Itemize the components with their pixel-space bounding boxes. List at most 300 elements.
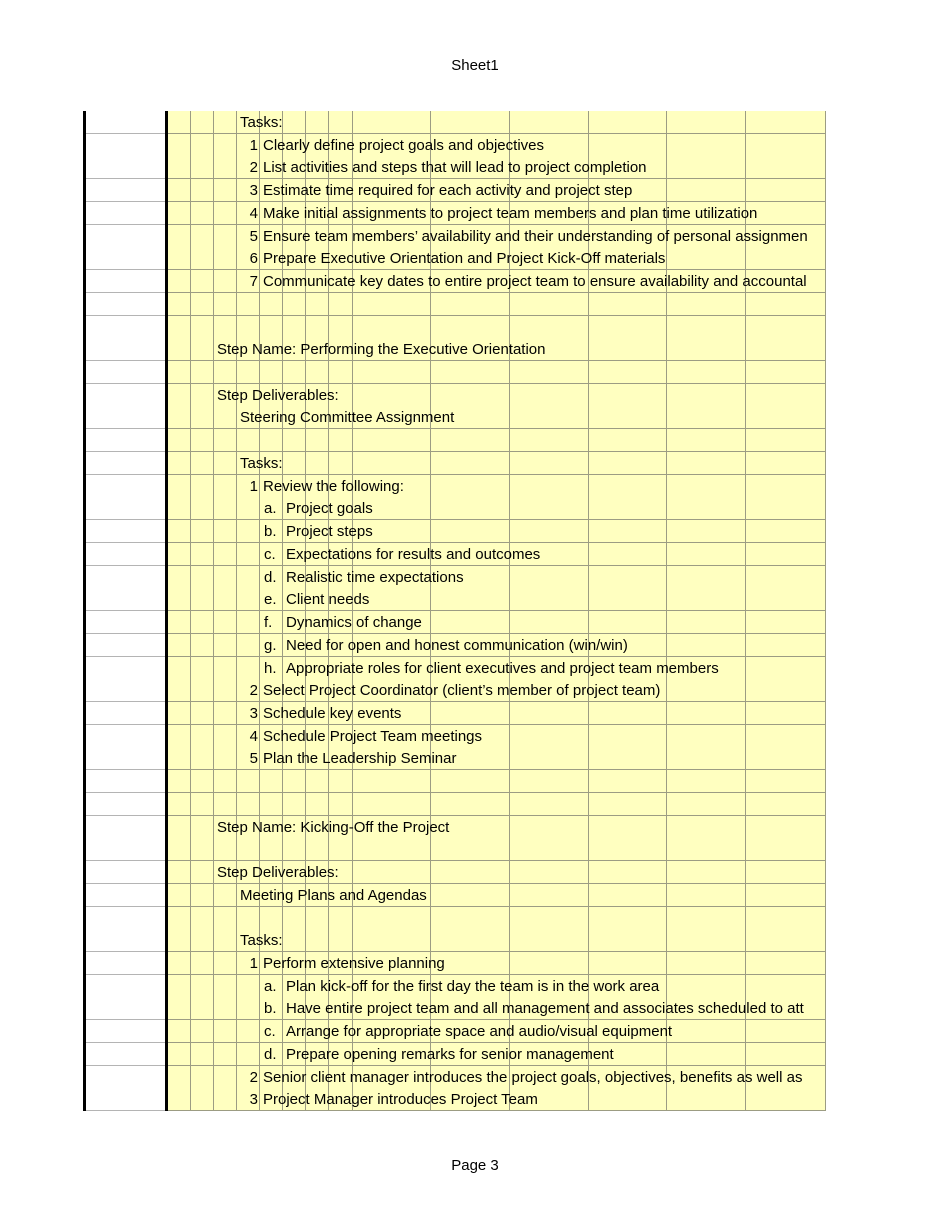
- grid-cell[interactable]: [84, 156, 167, 179]
- grid-cell[interactable]: [329, 316, 353, 339]
- grid-cell[interactable]: [167, 361, 191, 384]
- grid-cell[interactable]: [84, 475, 167, 498]
- grid-cell[interactable]: [167, 838, 191, 861]
- grid-cell[interactable]: [746, 293, 826, 316]
- grid-cell[interactable]: [84, 1020, 167, 1043]
- grid-cell[interactable]: [214, 657, 237, 680]
- grid-cell[interactable]: [84, 588, 167, 611]
- grid-cell[interactable]: [191, 747, 214, 770]
- grid-cell[interactable]: [191, 611, 214, 634]
- grid-cell[interactable]: [84, 975, 167, 998]
- grid-cell[interactable]: [746, 429, 826, 452]
- subtask-letter: e.: [264, 591, 277, 609]
- grid-cell[interactable]: [84, 952, 167, 975]
- grid-cell[interactable]: [167, 384, 191, 407]
- grid-cell[interactable]: [84, 1066, 167, 1089]
- grid-cell[interactable]: [306, 316, 329, 339]
- grid-cell[interactable]: [214, 543, 237, 566]
- grid-cell[interactable]: [237, 588, 260, 611]
- subtask-letter: a.: [264, 977, 277, 995]
- grid-cell[interactable]: [191, 588, 214, 611]
- grid-cell[interactable]: [667, 838, 746, 861]
- grid-cell[interactable]: [191, 884, 214, 907]
- grid-cell[interactable]: [84, 293, 167, 316]
- row-label: Tasks:: [240, 114, 283, 131]
- grid-cell[interactable]: [237, 1043, 260, 1066]
- grid-cell[interactable]: [167, 588, 191, 611]
- grid-cell[interactable]: [167, 884, 191, 907]
- grid-cell[interactable]: [431, 361, 510, 384]
- grid-cell[interactable]: [214, 702, 237, 725]
- grid-cell[interactable]: [191, 1088, 214, 1111]
- grid-cell[interactable]: [167, 247, 191, 270]
- grid-cell[interactable]: [431, 429, 510, 452]
- grid-cell[interactable]: [283, 907, 306, 930]
- grid-cell[interactable]: [191, 134, 214, 157]
- grid-cell[interactable]: [167, 520, 191, 543]
- grid-cell[interactable]: [84, 747, 167, 770]
- grid-cell[interactable]: [510, 429, 589, 452]
- grid-cell[interactable]: [84, 384, 167, 407]
- task-text: Schedule Project Team meetings: [263, 727, 483, 745]
- grid-cell[interactable]: [167, 679, 191, 702]
- grid-cell[interactable]: [237, 543, 260, 566]
- grid-cell[interactable]: [167, 134, 191, 157]
- grid-cell[interactable]: [589, 838, 667, 861]
- grid-cell[interactable]: [191, 202, 214, 225]
- grid-cell[interactable]: [214, 111, 237, 134]
- grid-cell[interactable]: [167, 338, 191, 361]
- grid-cell[interactable]: [214, 566, 237, 589]
- grid-cell[interactable]: [237, 611, 260, 634]
- grid-cell[interactable]: [191, 361, 214, 384]
- grid-cell[interactable]: [260, 293, 283, 316]
- grid-cell[interactable]: [510, 838, 589, 861]
- grid-cell[interactable]: [431, 907, 510, 930]
- grid-cell[interactable]: [431, 770, 510, 793]
- grid-cell[interactable]: [191, 497, 214, 520]
- grid-cell[interactable]: [667, 429, 746, 452]
- table-row: [84, 588, 826, 611]
- grid-cell[interactable]: [167, 316, 191, 339]
- grid-cell[interactable]: [214, 406, 237, 429]
- grid-cell[interactable]: [214, 1043, 237, 1066]
- grid-cell[interactable]: [214, 134, 237, 157]
- grid-cell[interactable]: [84, 361, 167, 384]
- grid-cell[interactable]: [84, 1088, 167, 1111]
- grid-cell[interactable]: [329, 838, 353, 861]
- grid-cell[interactable]: [283, 361, 306, 384]
- grid-cell[interactable]: [84, 338, 167, 361]
- task-text: Select Project Coordinator (client’s member of project team): [263, 682, 661, 700]
- grid-cell[interactable]: [167, 747, 191, 770]
- grid-cell[interactable]: [214, 952, 237, 975]
- grid-cell[interactable]: [84, 497, 167, 520]
- grid-cell[interactable]: [167, 179, 191, 202]
- grid-cell[interactable]: [167, 952, 191, 975]
- grid-cell[interactable]: [353, 316, 431, 339]
- task-text: Clearly define project goals and objectives: [263, 136, 544, 154]
- grid-cell[interactable]: [214, 679, 237, 702]
- grid-cell[interactable]: [237, 1020, 260, 1043]
- grid-cell[interactable]: [214, 270, 237, 293]
- subtask-text: Have entire project team and all management and associates scheduled to att: [286, 1000, 804, 1018]
- grid-cell[interactable]: [214, 1020, 237, 1043]
- grid-cell[interactable]: [214, 634, 237, 657]
- grid-cell[interactable]: [746, 770, 826, 793]
- grid-cell[interactable]: [214, 1088, 237, 1111]
- grid-cell[interactable]: [237, 793, 260, 816]
- grid-cell[interactable]: [237, 907, 260, 930]
- grid-cell[interactable]: [329, 907, 353, 930]
- grid-cell[interactable]: [167, 725, 191, 748]
- grid-cell[interactable]: [260, 770, 283, 793]
- grid-cell[interactable]: [589, 361, 667, 384]
- grid-cell[interactable]: [191, 270, 214, 293]
- grid-cell[interactable]: [214, 429, 237, 452]
- grid-cell[interactable]: [191, 384, 214, 407]
- grid-cell[interactable]: [84, 247, 167, 270]
- grid-cell[interactable]: [214, 588, 237, 611]
- table-row: [84, 747, 826, 770]
- task-text: Senior client manager introduces the project goals, objectives, benefits as well as: [263, 1068, 803, 1086]
- grid-cell[interactable]: [589, 293, 667, 316]
- grid-cell[interactable]: [167, 929, 191, 952]
- grid-cell[interactable]: [237, 634, 260, 657]
- grid-cell[interactable]: [214, 747, 237, 770]
- grid-cell[interactable]: [353, 793, 431, 816]
- grid-cell[interactable]: [84, 316, 167, 339]
- grid-cell[interactable]: [84, 634, 167, 657]
- grid-cell[interactable]: [214, 884, 237, 907]
- grid-cell[interactable]: [84, 225, 167, 248]
- grid-cell[interactable]: [746, 907, 826, 930]
- grid-cell[interactable]: [283, 770, 306, 793]
- grid-cell[interactable]: [214, 1066, 237, 1089]
- grid-cell[interactable]: [306, 793, 329, 816]
- grid-cell[interactable]: [353, 429, 431, 452]
- grid-cell[interactable]: [191, 679, 214, 702]
- grid-cell[interactable]: [214, 520, 237, 543]
- grid-cell[interactable]: [167, 657, 191, 680]
- grid-cell[interactable]: [191, 1043, 214, 1066]
- grid-cell[interactable]: [746, 361, 826, 384]
- grid-cell[interactable]: [237, 361, 260, 384]
- subtask-letter: d.: [264, 568, 277, 586]
- grid-cell[interactable]: [260, 793, 283, 816]
- grid-cell[interactable]: [167, 793, 191, 816]
- grid-cell[interactable]: [431, 793, 510, 816]
- grid-cell[interactable]: [84, 816, 167, 839]
- grid-cell[interactable]: [84, 702, 167, 725]
- grid-cell[interactable]: [84, 1043, 167, 1066]
- grid-cell[interactable]: [84, 793, 167, 816]
- grid-cell[interactable]: [214, 247, 237, 270]
- grid-cell[interactable]: [353, 293, 431, 316]
- grid-cell[interactable]: [84, 838, 167, 861]
- subtask-text: Project goals: [286, 500, 373, 518]
- grid-cell[interactable]: [214, 907, 237, 930]
- grid-cell[interactable]: [191, 929, 214, 952]
- grid-cell[interactable]: [214, 725, 237, 748]
- grid-cell[interactable]: [191, 952, 214, 975]
- grid-cell[interactable]: [191, 907, 214, 930]
- grid-cell[interactable]: [589, 770, 667, 793]
- grid-cell[interactable]: [167, 566, 191, 589]
- grid-cell[interactable]: [510, 770, 589, 793]
- grid-cell[interactable]: [191, 429, 214, 452]
- grid-cell[interactable]: [191, 1020, 214, 1043]
- grid-cell[interactable]: [191, 566, 214, 589]
- grid-cell[interactable]: [214, 202, 237, 225]
- subtask-letter: h.: [264, 659, 277, 677]
- grid-cell[interactable]: [167, 816, 191, 839]
- grid-cell[interactable]: [283, 429, 306, 452]
- grid-cell[interactable]: [84, 406, 167, 429]
- grid-cell[interactable]: [667, 770, 746, 793]
- grid-cell[interactable]: [84, 679, 167, 702]
- grid-cell[interactable]: [167, 770, 191, 793]
- grid-cell[interactable]: [84, 270, 167, 293]
- grid-cell[interactable]: [84, 452, 167, 475]
- grid-cell[interactable]: [191, 543, 214, 566]
- grid-cell[interactable]: [237, 997, 260, 1020]
- grid-cell[interactable]: [353, 907, 431, 930]
- grid-cell[interactable]: [329, 770, 353, 793]
- grid-cell[interactable]: [84, 566, 167, 589]
- grid-cell[interactable]: [191, 338, 214, 361]
- grid-cell[interactable]: [353, 361, 431, 384]
- grid-cell[interactable]: [214, 179, 237, 202]
- grid-cell[interactable]: [431, 838, 510, 861]
- grid-cell[interactable]: [191, 657, 214, 680]
- grid-cell[interactable]: [191, 861, 214, 884]
- grid-cell[interactable]: [214, 770, 237, 793]
- grid-cell[interactable]: [283, 793, 306, 816]
- grid-cell[interactable]: [214, 497, 237, 520]
- grid-cell[interactable]: [237, 293, 260, 316]
- grid-cell[interactable]: [237, 566, 260, 589]
- grid-cell[interactable]: [237, 497, 260, 520]
- table-row: [84, 361, 826, 384]
- subtask-letter: a.: [264, 500, 277, 518]
- grid-cell[interactable]: [746, 838, 826, 861]
- grid-cell[interactable]: [431, 293, 510, 316]
- grid-cell[interactable]: [260, 907, 283, 930]
- task-number: 3: [249, 1091, 258, 1109]
- grid-cell[interactable]: [237, 838, 260, 861]
- grid-cell[interactable]: [167, 975, 191, 998]
- grid-cell[interactable]: [306, 907, 329, 930]
- grid-cell[interactable]: [167, 111, 191, 134]
- grid-cell[interactable]: [510, 361, 589, 384]
- grid-cell[interactable]: [191, 1066, 214, 1089]
- grid-cell[interactable]: [167, 1043, 191, 1066]
- grid-cell[interactable]: [214, 975, 237, 998]
- grid-cell[interactable]: [84, 429, 167, 452]
- grid-cell[interactable]: [84, 884, 167, 907]
- grid-cell[interactable]: [329, 429, 353, 452]
- grid-cell[interactable]: [214, 793, 237, 816]
- grid-cell[interactable]: [191, 838, 214, 861]
- grid-cell[interactable]: [237, 770, 260, 793]
- grid-cell[interactable]: [191, 156, 214, 179]
- table-row: [84, 907, 826, 930]
- grid-cell[interactable]: [510, 316, 589, 339]
- grid-cell[interactable]: [191, 475, 214, 498]
- grid-cell[interactable]: [167, 475, 191, 498]
- table-row: [84, 179, 826, 202]
- grid-cell[interactable]: [167, 406, 191, 429]
- grid-cell[interactable]: [237, 657, 260, 680]
- grid-cell[interactable]: [167, 270, 191, 293]
- grid-cell[interactable]: [214, 316, 237, 339]
- grid-cell[interactable]: [329, 793, 353, 816]
- subtask-text: Need for open and honest communication (win/win): [286, 636, 628, 654]
- grid-cell[interactable]: [84, 770, 167, 793]
- grid-cell[interactable]: [191, 997, 214, 1020]
- grid-cell[interactable]: [214, 838, 237, 861]
- grid-cell[interactable]: [283, 293, 306, 316]
- grid-cell[interactable]: [667, 793, 746, 816]
- grid-cell[interactable]: [214, 611, 237, 634]
- grid-cell[interactable]: [191, 179, 214, 202]
- grid-cell[interactable]: [191, 975, 214, 998]
- grid-cell[interactable]: [191, 316, 214, 339]
- grid-cell[interactable]: [167, 1020, 191, 1043]
- grid-cell[interactable]: [167, 497, 191, 520]
- grid-cell[interactable]: [167, 429, 191, 452]
- grid-cell[interactable]: [167, 611, 191, 634]
- grid-cell[interactable]: [214, 452, 237, 475]
- grid-cell[interactable]: [667, 293, 746, 316]
- grid-cell[interactable]: [306, 429, 329, 452]
- grid-cell[interactable]: [84, 657, 167, 680]
- grid-cell[interactable]: [191, 770, 214, 793]
- grid-cell[interactable]: [84, 907, 167, 930]
- grid-cell[interactable]: [191, 225, 214, 248]
- grid-cell[interactable]: [329, 293, 353, 316]
- grid-cell[interactable]: [191, 406, 214, 429]
- grid-cell[interactable]: [260, 361, 283, 384]
- subtask-text: Expectations for results and outcomes: [286, 545, 541, 563]
- subtask-letter: b.: [264, 1000, 277, 1018]
- grid-cell[interactable]: [237, 316, 260, 339]
- grid-cell[interactable]: [191, 816, 214, 839]
- grid-cell[interactable]: [191, 452, 214, 475]
- grid-cell[interactable]: [353, 770, 431, 793]
- grid-cell[interactable]: [329, 361, 353, 384]
- grid-cell[interactable]: [214, 156, 237, 179]
- grid-cell[interactable]: [214, 475, 237, 498]
- grid-cell[interactable]: [283, 316, 306, 339]
- task-number: 2: [249, 159, 258, 177]
- grid-cell[interactable]: [589, 907, 667, 930]
- grid-cell[interactable]: [84, 725, 167, 748]
- grid-cell[interactable]: [214, 361, 237, 384]
- grid-cell[interactable]: [167, 225, 191, 248]
- grid-cell[interactable]: [214, 293, 237, 316]
- grid-cell[interactable]: [167, 861, 191, 884]
- grid-cell[interactable]: [84, 861, 167, 884]
- grid-cell[interactable]: [306, 838, 329, 861]
- grid-cell[interactable]: [84, 611, 167, 634]
- grid-cell[interactable]: [306, 293, 329, 316]
- grid-cell[interactable]: [167, 293, 191, 316]
- table-row: [84, 611, 826, 634]
- grid-cell[interactable]: [167, 997, 191, 1020]
- table-row: [84, 679, 826, 702]
- grid-cell[interactable]: [84, 520, 167, 543]
- grid-cell[interactable]: [667, 316, 746, 339]
- grid-cell[interactable]: [260, 429, 283, 452]
- grid-cell[interactable]: [191, 520, 214, 543]
- grid-cell[interactable]: [589, 793, 667, 816]
- grid-cell[interactable]: [191, 247, 214, 270]
- grid-cell[interactable]: [84, 134, 167, 157]
- grid-cell[interactable]: [167, 1066, 191, 1089]
- grid-cell[interactable]: [191, 702, 214, 725]
- grid-cell[interactable]: [237, 429, 260, 452]
- grid-cell[interactable]: [283, 838, 306, 861]
- table-row: [84, 270, 826, 293]
- subtask-letter: g.: [264, 636, 277, 654]
- grid-cell[interactable]: [167, 702, 191, 725]
- grid-cell[interactable]: [306, 770, 329, 793]
- grid-cell[interactable]: [746, 316, 826, 339]
- grid-cell[interactable]: [510, 793, 589, 816]
- grid-cell[interactable]: [746, 793, 826, 816]
- grid-cell[interactable]: [589, 316, 667, 339]
- grid-cell[interactable]: [589, 429, 667, 452]
- grid-cell[interactable]: [260, 316, 283, 339]
- grid-cell[interactable]: [167, 543, 191, 566]
- spreadsheet-grid: [84, 111, 826, 1111]
- grid-cell[interactable]: [84, 202, 167, 225]
- grid-cell[interactable]: [214, 997, 237, 1020]
- grid-cell[interactable]: [191, 725, 214, 748]
- grid-cell[interactable]: [167, 634, 191, 657]
- grid-cell[interactable]: [84, 997, 167, 1020]
- grid-cell[interactable]: [431, 316, 510, 339]
- grid-cell[interactable]: [214, 225, 237, 248]
- grid-cell[interactable]: [191, 634, 214, 657]
- grid-cell[interactable]: [260, 838, 283, 861]
- grid-cell[interactable]: [191, 793, 214, 816]
- grid-cell[interactable]: [84, 543, 167, 566]
- grid-cell[interactable]: [84, 111, 167, 134]
- grid-cell[interactable]: [167, 452, 191, 475]
- grid-cell[interactable]: [237, 975, 260, 998]
- grid-cell[interactable]: [167, 202, 191, 225]
- grid-cell[interactable]: [214, 929, 237, 952]
- grid-cell[interactable]: [167, 1088, 191, 1111]
- grid-cell[interactable]: [667, 361, 746, 384]
- grid-cell[interactable]: [353, 838, 431, 861]
- table-row: [84, 725, 826, 748]
- grid-cell[interactable]: [191, 293, 214, 316]
- grid-cell[interactable]: [237, 520, 260, 543]
- grid-cell[interactable]: [167, 907, 191, 930]
- grid-cell[interactable]: [306, 361, 329, 384]
- grid-cell[interactable]: [667, 907, 746, 930]
- grid-cell[interactable]: [191, 111, 214, 134]
- grid-cell[interactable]: [167, 156, 191, 179]
- grid-cell[interactable]: [510, 293, 589, 316]
- grid-cell[interactable]: [84, 929, 167, 952]
- grid-cell[interactable]: [84, 179, 167, 202]
- grid-cell[interactable]: [510, 907, 589, 930]
